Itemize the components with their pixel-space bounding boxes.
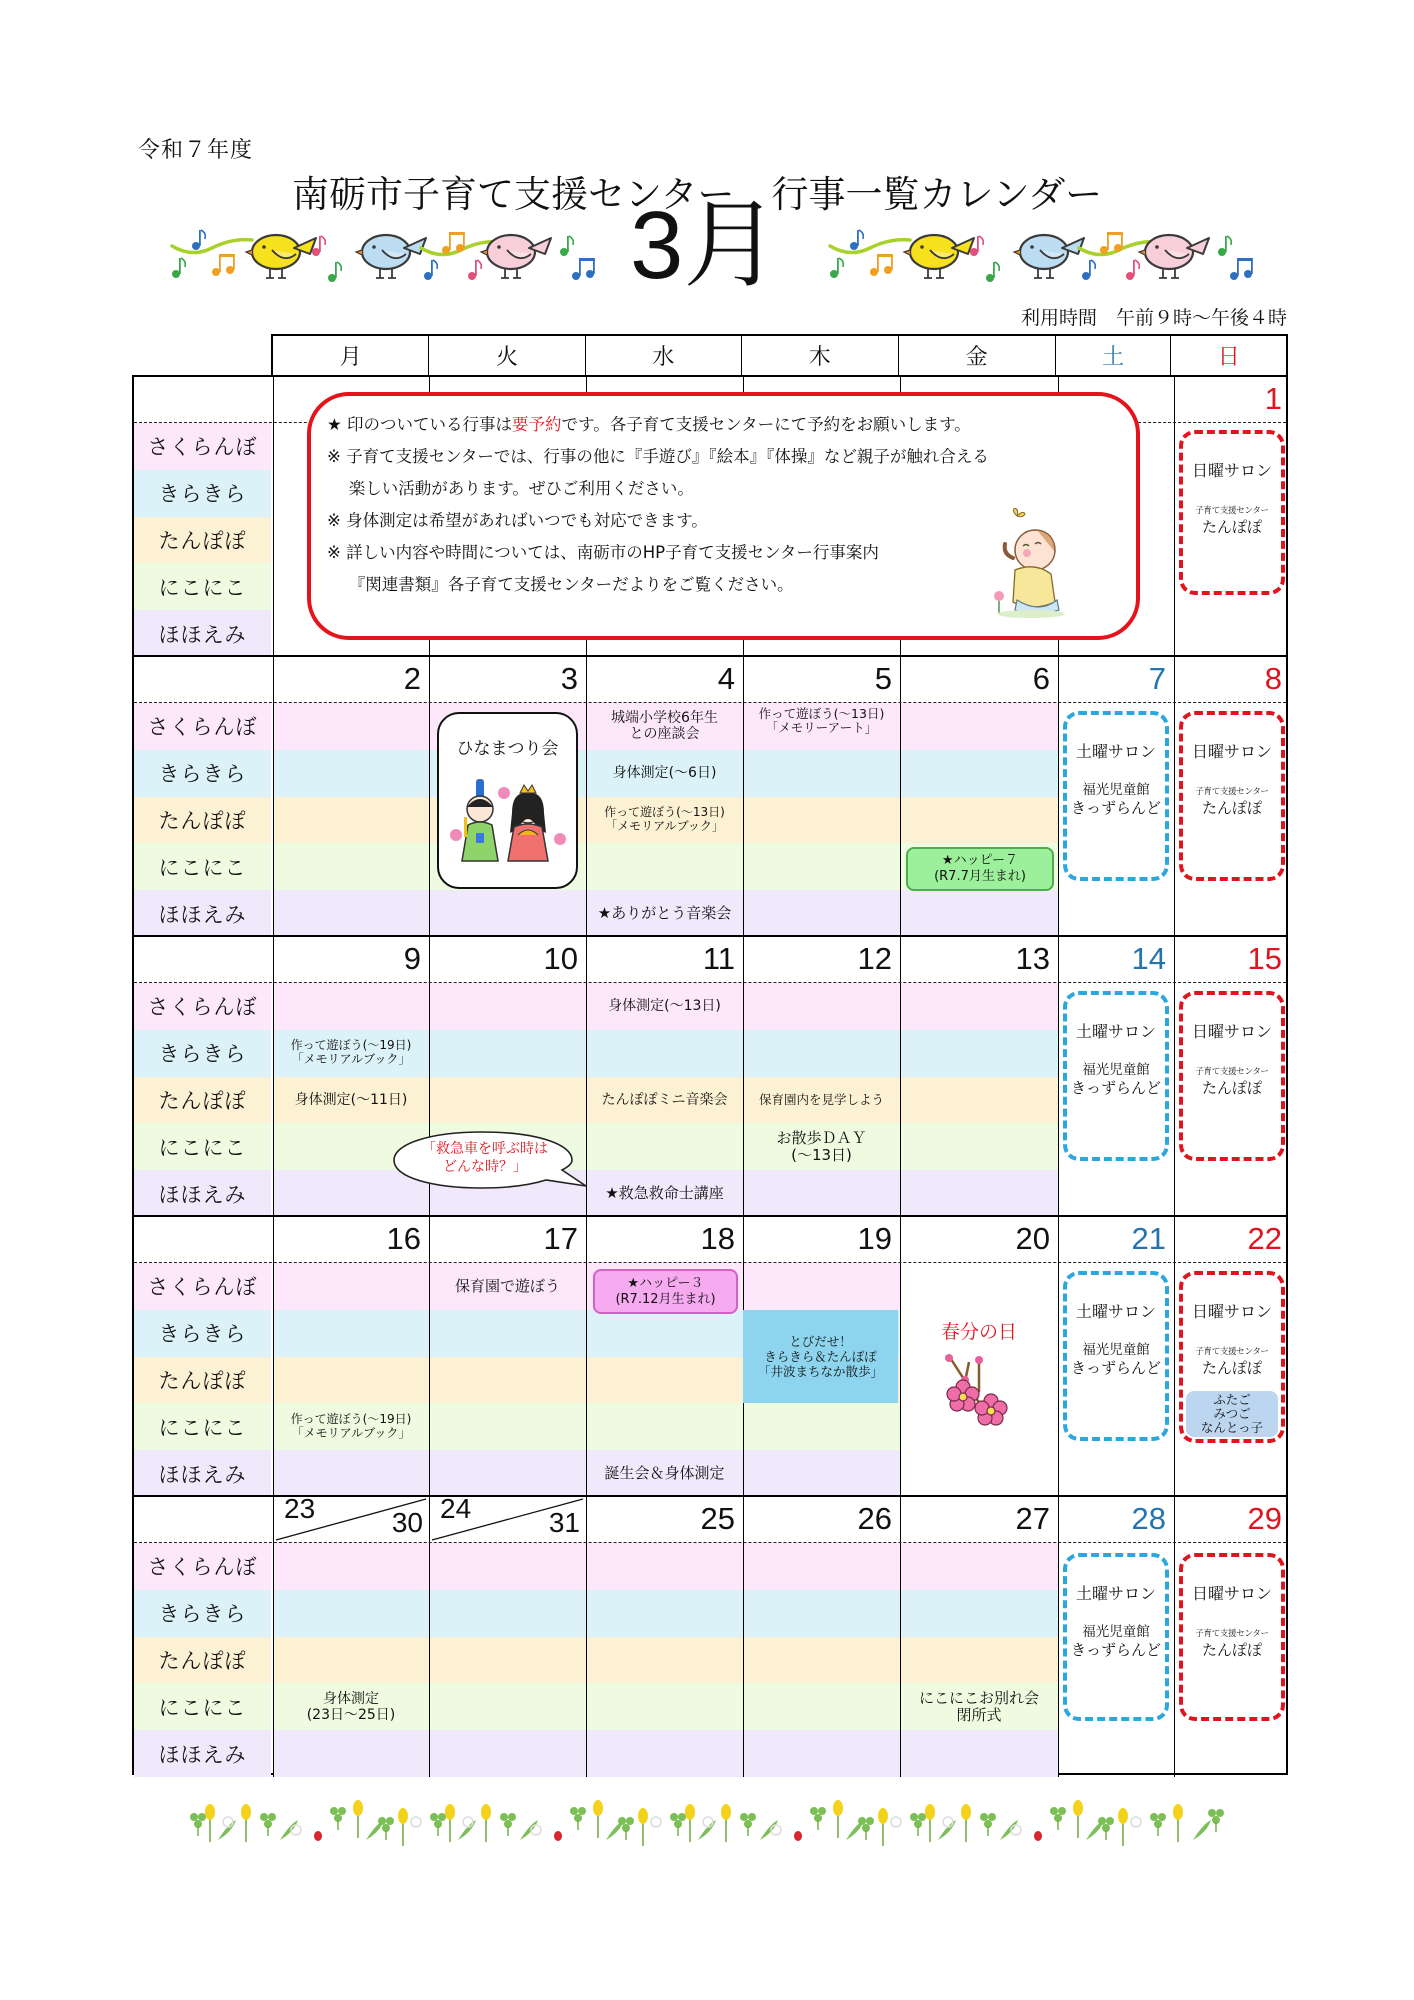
group-label-1 xyxy=(134,750,271,797)
group-label-text: ほほえみ xyxy=(158,902,247,927)
group-label-2 xyxy=(134,1077,271,1124)
notice-text: です。各子育て支援センターにて予約をお願いします。 xyxy=(561,415,971,434)
day-cell-5[interactable] xyxy=(743,657,900,937)
group-band xyxy=(901,1637,1058,1684)
week-row xyxy=(132,655,1288,935)
group-band xyxy=(901,1030,1058,1077)
group-band xyxy=(587,1637,743,1684)
group-label-3 xyxy=(134,1123,271,1170)
group-band xyxy=(901,703,1058,750)
group-band xyxy=(901,1170,1058,1217)
event-text: 作って遊ぼう(～19日) xyxy=(290,1411,412,1426)
event-title: ひなまつり会 xyxy=(456,739,559,759)
date-number: 21 xyxy=(1131,1221,1166,1256)
group-band xyxy=(901,1543,1058,1590)
event-text: 「メモリーアート」 xyxy=(765,720,878,736)
birthday-event-box[interactable] xyxy=(906,847,1054,891)
group-label-text: たんぽぽ xyxy=(158,1088,247,1113)
week-row xyxy=(132,935,1288,1215)
event-item[interactable] xyxy=(586,750,743,797)
group-label-2 xyxy=(134,1357,271,1404)
date-number: 3 xyxy=(560,661,578,696)
group-label-3 xyxy=(134,843,271,890)
event-text: (23日～25日) xyxy=(306,1706,396,1723)
group-band xyxy=(744,1030,900,1077)
date-number: 26 xyxy=(857,1501,892,1536)
outing-event-box[interactable] xyxy=(743,1310,898,1404)
group-band xyxy=(430,1403,586,1450)
group-label-text: きらきら xyxy=(158,1602,247,1627)
sunday-salon-box[interactable] xyxy=(1179,711,1285,881)
group-label-column xyxy=(134,937,273,1217)
date-number: 24 xyxy=(440,1493,472,1524)
group-band xyxy=(274,983,429,1030)
date-number: 28 xyxy=(1131,1501,1166,1536)
group-label-3 xyxy=(134,1683,271,1730)
saturday-salon-box[interactable] xyxy=(1063,991,1169,1161)
group-label-text: にこにこ xyxy=(158,1135,247,1160)
day-cell-27[interactable] xyxy=(900,1497,1058,1777)
group-label-1 xyxy=(134,1030,271,1077)
date-number: 25 xyxy=(700,1501,735,1536)
day-cell-6[interactable] xyxy=(900,657,1058,937)
group-band xyxy=(744,1403,900,1450)
event-text: 身体測定 xyxy=(323,1690,379,1707)
group-band xyxy=(430,1683,586,1730)
group-band xyxy=(430,1030,586,1077)
saturday-salon-box[interactable] xyxy=(1063,711,1169,881)
notice-text: 楽しい活動があります。ぜひご利用ください。 xyxy=(327,479,694,498)
weekday-header-3: 木 xyxy=(741,336,897,375)
group-label-text: たんぽぽ xyxy=(158,1368,247,1393)
salon-venue: 子育て支援センター xyxy=(1195,1347,1269,1357)
notice-text: 『関連書類』各子育て支援センターだよりをご覧ください。 xyxy=(327,575,794,594)
group-band xyxy=(901,890,1058,937)
group-label-4 xyxy=(134,1170,271,1217)
group-band xyxy=(430,1637,586,1684)
sunday-salon-box[interactable] xyxy=(1179,1271,1285,1443)
group-band xyxy=(744,1170,900,1217)
event-item[interactable] xyxy=(586,797,743,844)
event-text: たんぽぽミニ音楽会 xyxy=(601,1091,728,1108)
group-band xyxy=(274,1730,429,1777)
salon-venue: 福光児童館 xyxy=(1082,1624,1150,1640)
event-text: ★ハッピー３ xyxy=(627,1275,704,1291)
date-number: 1 xyxy=(1264,381,1282,416)
day-cell-24[interactable] xyxy=(429,1493,586,1777)
group-band xyxy=(587,1357,743,1404)
hinamatsuri-event-box[interactable] xyxy=(437,712,578,889)
group-band xyxy=(587,1590,743,1637)
group-label-text: にこにこ xyxy=(158,1415,247,1440)
group-band xyxy=(274,1310,429,1357)
group-label-2 xyxy=(134,797,271,844)
sunday-salon-box[interactable] xyxy=(1179,1553,1285,1721)
group-label-column xyxy=(134,1217,273,1497)
weekday-header-4: 金 xyxy=(898,336,1055,375)
weekday-header-1: 火 xyxy=(428,336,584,375)
event-item[interactable] xyxy=(900,1683,1058,1730)
date-number: 15 xyxy=(1247,941,1282,976)
event-item[interactable] xyxy=(586,1450,743,1497)
date-number: 4 xyxy=(717,661,735,696)
group-band xyxy=(430,1543,586,1590)
group-label-1 xyxy=(134,1310,271,1357)
group-label-text: さくらんぼ xyxy=(147,1555,258,1580)
event-text: とびだせ！ xyxy=(789,1334,852,1350)
group-band xyxy=(901,1123,1058,1170)
salon-venue: 子育て支援センター xyxy=(1195,1629,1269,1639)
date-number-second: 30 xyxy=(391,1507,423,1538)
hina-dolls-icon xyxy=(448,773,568,867)
group-band xyxy=(274,1637,429,1684)
salon-title: 日曜サロン xyxy=(1191,1302,1272,1321)
event-text: にこにこお別れ会 xyxy=(918,1688,1039,1707)
week-row xyxy=(132,1495,1288,1775)
group-band xyxy=(901,797,1058,844)
group-band xyxy=(901,983,1058,1030)
opening-hours: 利用時間 午前９時～午後４時 xyxy=(1020,307,1287,329)
date-number: 20 xyxy=(1015,1221,1050,1256)
event-item[interactable] xyxy=(273,1077,429,1124)
group-band xyxy=(274,1263,429,1310)
event-item[interactable] xyxy=(586,1077,743,1124)
saturday-salon-box[interactable] xyxy=(1063,1271,1169,1441)
group-label-text: さくらんぼ xyxy=(147,715,258,740)
event-text: ふたご xyxy=(1213,1392,1251,1407)
event-text: 閉所式 xyxy=(956,1705,1002,1724)
event-item[interactable] xyxy=(273,1403,429,1450)
salon-venue: 子育て支援センター xyxy=(1195,787,1269,797)
event-text: 身体測定(～6日) xyxy=(612,765,717,782)
group-label-text: にこにこ xyxy=(158,855,247,880)
salon-venue: 子育て支援センター xyxy=(1195,1067,1269,1077)
event-text: なんとっ子 xyxy=(1200,1420,1264,1435)
group-band xyxy=(430,1077,586,1124)
group-band xyxy=(744,890,900,937)
event-item[interactable] xyxy=(429,1263,586,1310)
event-text: 身体測定(～13日) xyxy=(608,998,721,1015)
group-label-4 xyxy=(134,890,271,937)
event-text: (R7.7月生まれ) xyxy=(934,869,1026,885)
salon-venue: 福光児童館 xyxy=(1082,782,1150,798)
date-number: 8 xyxy=(1264,661,1282,696)
group-label-text: たんぽぽ xyxy=(158,1648,247,1673)
plum-blossom-icon xyxy=(939,1352,1019,1436)
group-label-1 xyxy=(134,470,271,517)
group-label-text: ほほえみ xyxy=(158,1742,247,1767)
baby-illustration-icon xyxy=(987,508,1067,618)
group-band xyxy=(901,750,1058,797)
weekday-header-6: 日 xyxy=(1170,336,1286,375)
salon-title: 日曜サロン xyxy=(1191,1584,1272,1603)
group-label-column xyxy=(134,377,273,657)
event-text: ★ハッピー７ xyxy=(941,853,1019,869)
group-label-column xyxy=(134,657,273,937)
birds-decoration-icon xyxy=(166,226,616,286)
date-number: 7 xyxy=(1148,661,1166,696)
event-text: 誕生会＆身体測定 xyxy=(604,1463,725,1482)
day-cell-2[interactable] xyxy=(273,657,429,937)
group-band xyxy=(587,1730,743,1777)
event-item[interactable] xyxy=(586,890,743,937)
event-text: 作って遊ぼう(～13日) xyxy=(758,706,885,721)
group-band xyxy=(430,1590,586,1637)
event-text: みつご xyxy=(1213,1406,1251,1421)
notice-line xyxy=(327,409,1136,441)
day-cell-13[interactable] xyxy=(900,937,1058,1217)
date-number: 2 xyxy=(403,661,421,696)
group-label-4 xyxy=(134,610,271,657)
group-label-text: たんぽぽ xyxy=(158,808,247,833)
group-band xyxy=(274,1450,429,1497)
group-label-text: にこにこ xyxy=(158,1695,247,1720)
salon-title: 日曜サロン xyxy=(1191,742,1272,761)
group-band xyxy=(430,890,586,937)
bubble-line: どんな時？」 xyxy=(443,1159,527,1175)
group-band xyxy=(587,1030,743,1077)
group-label-text: さくらんぼ xyxy=(147,435,258,460)
group-band xyxy=(430,1310,586,1357)
notice-highlight: 要予約 xyxy=(512,415,562,434)
group-label-0 xyxy=(134,703,271,750)
group-band xyxy=(274,890,429,937)
group-band xyxy=(744,750,900,797)
notice-text: ★ 印のついている行事は xyxy=(327,415,513,434)
event-text: 身体測定(～11日) xyxy=(294,1091,408,1108)
group-label-0 xyxy=(134,1263,271,1310)
salon-title: 土曜サロン xyxy=(1075,742,1156,761)
notice-line xyxy=(327,473,1136,505)
date-number: 11 xyxy=(702,941,735,976)
group-label-2 xyxy=(134,517,271,564)
holiday-name: 春分の日 xyxy=(940,1321,1017,1343)
group-label-text: さくらんぼ xyxy=(147,995,258,1020)
date-number: 19 xyxy=(857,1221,892,1256)
group-label-text: きらきら xyxy=(158,1322,247,1347)
salon-venue-name: たんぽぽ xyxy=(1201,1359,1262,1377)
group-label-2 xyxy=(134,1637,271,1684)
day-cell-26[interactable] xyxy=(743,1497,900,1777)
group-band xyxy=(587,843,743,890)
group-band xyxy=(744,1543,900,1590)
date-number: 16 xyxy=(386,1221,421,1256)
date-number: 9 xyxy=(403,941,421,976)
weekday-header-2: 水 xyxy=(585,336,741,375)
group-band xyxy=(274,1543,429,1590)
notice-text: ※ 詳しい内容や時間については、南砺市のHP子育て支援センター行事案内 xyxy=(327,543,879,562)
event-item[interactable] xyxy=(273,1030,429,1077)
group-band xyxy=(744,797,900,844)
date-row-divider xyxy=(134,1542,1286,1543)
group-band xyxy=(274,797,429,844)
group-label-0 xyxy=(134,983,271,1030)
event-text: 保育園で遊ぼう xyxy=(454,1276,560,1295)
group-band xyxy=(587,1683,743,1730)
group-label-3 xyxy=(134,1403,271,1450)
month-heading: 3月 xyxy=(630,192,780,299)
date-number-second: 31 xyxy=(548,1507,580,1538)
group-label-4 xyxy=(134,1450,271,1497)
group-band xyxy=(430,1450,586,1497)
date-number: 27 xyxy=(1015,1501,1050,1536)
event-text: ★ありがとう音楽会 xyxy=(597,903,732,922)
group-band xyxy=(744,1590,900,1637)
sunday-salon-box[interactable] xyxy=(1179,991,1285,1161)
date-number: 23 xyxy=(284,1493,316,1524)
group-label-text: ほほえみ xyxy=(158,622,247,647)
group-label-text: にこにこ xyxy=(158,575,247,600)
event-text: 「メモリアルブック」 xyxy=(291,1052,411,1067)
group-band xyxy=(744,1730,900,1777)
birds-decoration-icon xyxy=(824,226,1274,286)
date-number: 10 xyxy=(543,941,578,976)
event-text: との座談会 xyxy=(629,726,700,743)
group-label-0 xyxy=(134,423,271,470)
salon-venue: 福光児童館 xyxy=(1082,1342,1150,1358)
day-cell-23[interactable] xyxy=(273,1493,429,1777)
group-band xyxy=(901,1730,1058,1777)
event-item[interactable] xyxy=(273,1683,429,1730)
group-band xyxy=(430,983,586,1030)
group-band xyxy=(744,983,900,1030)
event-text: ★救急救命士講座 xyxy=(605,1183,724,1202)
group-label-text: ほほえみ xyxy=(158,1182,247,1207)
birthday-event-box[interactable] xyxy=(593,1269,738,1314)
event-item[interactable] xyxy=(743,703,900,750)
group-label-column xyxy=(134,1497,273,1777)
event-text: きらきら＆たんぽぽ xyxy=(764,1349,877,1365)
salon-venue-name: きっずらんど xyxy=(1070,1359,1161,1377)
notice-text: ※ 身体測定は希望があればいつでも対応できます。 xyxy=(327,511,708,530)
salon-title: 日曜サロン xyxy=(1191,1022,1272,1041)
event-text: 「井波まちなか散歩」 xyxy=(757,1364,883,1380)
holiday-label xyxy=(900,1217,1058,1497)
salon-venue: 子育て支援センター xyxy=(1195,506,1269,516)
group-label-3 xyxy=(134,563,271,610)
event-text: 城端小学校6年生 xyxy=(611,710,718,727)
group-band xyxy=(587,1310,743,1357)
salon-title: 日曜サロン xyxy=(1191,461,1272,480)
date-row-divider xyxy=(134,1262,1286,1263)
group-band xyxy=(274,750,429,797)
notice-box xyxy=(307,392,1140,640)
group-band xyxy=(274,1357,429,1404)
salon-venue-name: たんぽぽ xyxy=(1201,1641,1262,1659)
group-label-text: きらきら xyxy=(158,482,247,507)
group-band xyxy=(587,1543,743,1590)
notice-text: ※ 子育て支援センターでは、行事の他に『手遊び』『絵本』『体操』など親子が触れ合える xyxy=(327,447,989,466)
salon-venue-name: たんぽぽ xyxy=(1201,518,1262,536)
group-label-0 xyxy=(134,1543,271,1590)
twins-event-box[interactable] xyxy=(1186,1391,1278,1437)
salon-title: 土曜サロン xyxy=(1075,1022,1156,1041)
date-number: 6 xyxy=(1032,661,1050,696)
event-text: (～13日) xyxy=(791,1145,852,1164)
event-text: 保育園内を見学しよう xyxy=(758,1091,884,1107)
event-item[interactable] xyxy=(743,1077,900,1124)
weekday-header-5: 土 xyxy=(1055,336,1171,375)
day-cell-16[interactable] xyxy=(273,1217,429,1497)
event-item[interactable] xyxy=(743,1123,900,1170)
event-text: 「メモリアルブック」 xyxy=(605,818,724,833)
speech-bubble-text xyxy=(400,1140,570,1176)
day-cell-25[interactable] xyxy=(586,1497,743,1777)
sunday-salon-box[interactable] xyxy=(1179,430,1285,595)
group-band xyxy=(430,1357,586,1404)
weekday-header xyxy=(271,334,1288,375)
flower-border-decoration-icon xyxy=(188,1800,1228,1850)
date-number: 29 xyxy=(1247,1501,1282,1536)
group-band xyxy=(274,1590,429,1637)
event-text: お散歩ＤＡＹ xyxy=(776,1128,867,1147)
group-band xyxy=(744,843,900,890)
notice-line xyxy=(327,441,1136,473)
group-label-1 xyxy=(134,1590,271,1637)
event-text: 「メモリアルブック」 xyxy=(291,1425,411,1440)
group-band xyxy=(744,1263,900,1310)
date-number: 17 xyxy=(543,1221,578,1256)
group-band xyxy=(274,703,429,750)
salon-venue: 福光児童館 xyxy=(1082,1062,1150,1078)
group-label-text: ほほえみ xyxy=(158,1462,247,1487)
group-band xyxy=(901,1590,1058,1637)
group-label-text: きらきら xyxy=(158,1042,247,1067)
group-band xyxy=(744,1637,900,1684)
salon-title: 土曜サロン xyxy=(1075,1584,1156,1603)
date-number: 22 xyxy=(1247,1221,1282,1256)
salon-venue-name: たんぽぽ xyxy=(1201,799,1262,817)
event-text: (R7.12月生まれ) xyxy=(615,1291,716,1307)
group-label-text: たんぽぽ xyxy=(158,528,247,553)
group-label-text: さくらんぼ xyxy=(147,1275,258,1300)
event-item[interactable] xyxy=(586,703,743,750)
group-label-4 xyxy=(134,1730,271,1777)
group-band xyxy=(587,1403,743,1450)
group-band xyxy=(744,1683,900,1730)
week-row xyxy=(132,1215,1288,1495)
salon-venue-name: きっずらんど xyxy=(1070,799,1161,817)
salon-venue-name: たんぽぽ xyxy=(1201,1079,1262,1097)
group-band xyxy=(430,1730,586,1777)
fiscal-year: 令和７年度 xyxy=(138,138,254,163)
event-text: 作って遊ぼう(～13日) xyxy=(604,805,725,820)
salon-venue-name: きっずらんど xyxy=(1070,1079,1161,1097)
group-band xyxy=(901,1077,1058,1124)
page-title: 南砺市子育て支援センター 行事一覧カレンダー xyxy=(292,173,1103,216)
event-item[interactable] xyxy=(586,983,743,1030)
date-number: 12 xyxy=(857,941,892,976)
salon-title: 土曜サロン xyxy=(1075,1302,1156,1321)
date-number: 13 xyxy=(1015,941,1050,976)
group-band xyxy=(274,843,429,890)
date-number: 14 xyxy=(1131,941,1166,976)
salon-venue-name: きっずらんど xyxy=(1070,1641,1161,1659)
saturday-salon-box[interactable] xyxy=(1063,1553,1169,1721)
event-text: 作って遊ぼう(～19日) xyxy=(290,1038,412,1053)
weekday-header-0: 月 xyxy=(339,345,362,370)
group-label-text: きらきら xyxy=(158,762,247,787)
group-band xyxy=(744,1450,900,1497)
day-cell-17[interactable] xyxy=(429,1217,586,1497)
bubble-line: 「救急車を呼ぶ時は xyxy=(422,1141,548,1157)
date-number: 5 xyxy=(874,661,892,696)
date-number: 18 xyxy=(700,1221,735,1256)
